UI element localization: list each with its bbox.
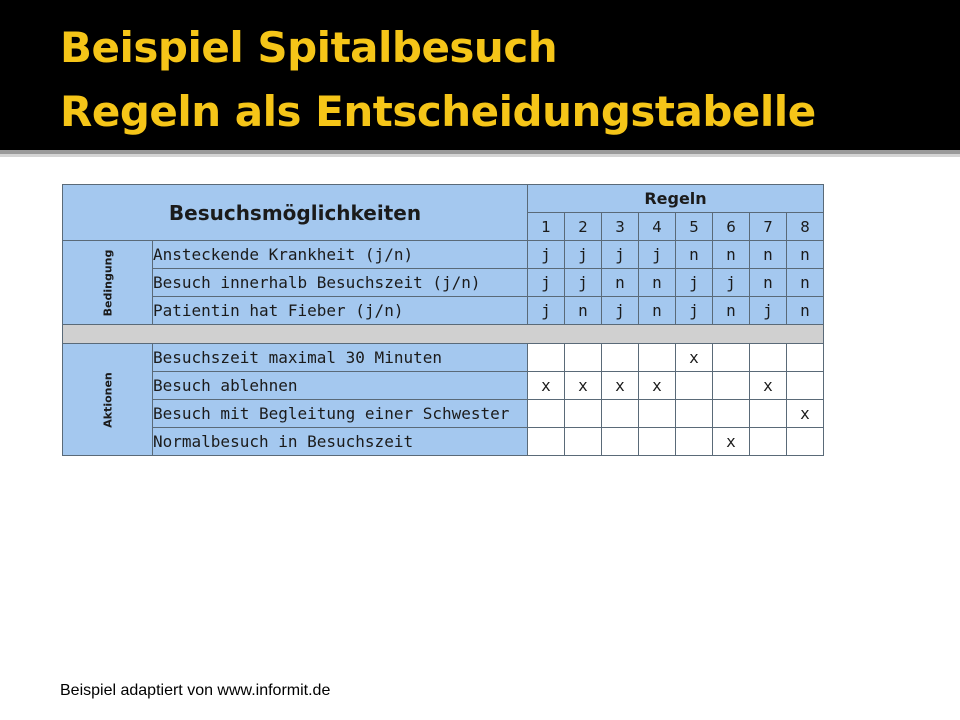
condition-value: n xyxy=(787,297,824,325)
condition-value: j xyxy=(602,241,639,269)
condition-value: n xyxy=(787,241,824,269)
action-label: Besuchszeit maximal 30 Minuten xyxy=(153,344,528,372)
action-cell xyxy=(713,344,750,372)
condition-value: j xyxy=(565,241,602,269)
action-cell xyxy=(565,428,602,456)
condition-value: j xyxy=(639,241,676,269)
footer-credit: Beispiel adaptiert von www.informit.de xyxy=(60,682,331,699)
title-bar xyxy=(0,0,960,150)
condition-value: j xyxy=(528,297,565,325)
condition-value: j xyxy=(676,269,713,297)
action-cell xyxy=(528,428,565,456)
rule-number: 1 xyxy=(528,213,565,241)
action-cell xyxy=(713,372,750,400)
action-cell xyxy=(676,428,713,456)
action-cell: x xyxy=(676,344,713,372)
slide-title-line-1: Beispiel Spitalbesuch xyxy=(60,23,558,72)
action-cell xyxy=(750,428,787,456)
action-cell: x xyxy=(602,372,639,400)
action-cell: x xyxy=(528,372,565,400)
action-row xyxy=(63,428,824,456)
action-cell xyxy=(713,400,750,428)
action-cell xyxy=(602,400,639,428)
rule-number: 7 xyxy=(750,213,787,241)
slide-title-line-2: Regeln als Entscheidungstabelle xyxy=(60,87,816,136)
action-label: Besuch ablehnen xyxy=(153,372,528,400)
condition-value: n xyxy=(639,297,676,325)
action-cell xyxy=(565,400,602,428)
action-cell xyxy=(639,428,676,456)
action-cell: x xyxy=(713,428,750,456)
condition-row xyxy=(63,241,824,269)
condition-value: n xyxy=(639,269,676,297)
action-cell xyxy=(750,400,787,428)
condition-value: n xyxy=(750,241,787,269)
separator-row xyxy=(63,325,824,344)
condition-label: Patientin hat Fieber (j/n) xyxy=(153,297,528,325)
action-cell: x xyxy=(639,372,676,400)
condition-label: Ansteckende Krankheit (j/n) xyxy=(153,241,528,269)
condition-value: n xyxy=(565,297,602,325)
condition-value: j xyxy=(676,297,713,325)
action-group-text: Aktionen xyxy=(101,371,114,428)
rule-number: 4 xyxy=(639,213,676,241)
rule-number: 8 xyxy=(787,213,824,241)
action-cell xyxy=(602,428,639,456)
condition-value: j xyxy=(750,297,787,325)
action-cell xyxy=(639,344,676,372)
action-cell xyxy=(528,400,565,428)
condition-value: n xyxy=(713,297,750,325)
action-cell xyxy=(639,400,676,428)
condition-row xyxy=(63,297,824,325)
condition-label: Besuch innerhalb Besuchszeit (j/n) xyxy=(153,269,528,297)
condition-value: j xyxy=(713,269,750,297)
action-label: Besuch mit Begleitung einer Schwester xyxy=(153,400,528,428)
condition-value: n xyxy=(602,269,639,297)
table-separator xyxy=(63,325,824,344)
condition-row xyxy=(63,269,824,297)
rules-header: Regeln xyxy=(528,185,824,213)
action-cell xyxy=(787,344,824,372)
action-cell xyxy=(676,372,713,400)
condition-group-text: Bedingung xyxy=(101,249,114,316)
action-cell xyxy=(787,372,824,400)
action-cell xyxy=(565,344,602,372)
action-cell: x xyxy=(750,372,787,400)
action-group-label xyxy=(63,344,153,456)
action-cell xyxy=(750,344,787,372)
rule-number: 5 xyxy=(676,213,713,241)
decision-table xyxy=(62,184,824,456)
action-cell xyxy=(676,400,713,428)
action-row xyxy=(63,372,824,400)
action-cell: x xyxy=(787,400,824,428)
condition-value: j xyxy=(602,297,639,325)
condition-value: n xyxy=(713,241,750,269)
rule-number: 3 xyxy=(602,213,639,241)
action-cell: x xyxy=(565,372,602,400)
condition-value: j xyxy=(565,269,602,297)
action-cell xyxy=(787,428,824,456)
table-header-title: Besuchsmöglichkeiten xyxy=(63,185,528,241)
condition-value: n xyxy=(787,269,824,297)
action-row xyxy=(63,344,824,372)
action-label: Normalbesuch in Besuchszeit xyxy=(153,428,528,456)
rule-number: 2 xyxy=(565,213,602,241)
action-row xyxy=(63,400,824,428)
condition-value: n xyxy=(676,241,713,269)
condition-value: n xyxy=(750,269,787,297)
action-cell xyxy=(528,344,565,372)
condition-value: j xyxy=(528,269,565,297)
title-divider-shadow xyxy=(0,154,960,157)
rule-number: 6 xyxy=(713,213,750,241)
condition-group-label xyxy=(63,241,153,325)
action-cell xyxy=(602,344,639,372)
condition-value: j xyxy=(528,241,565,269)
